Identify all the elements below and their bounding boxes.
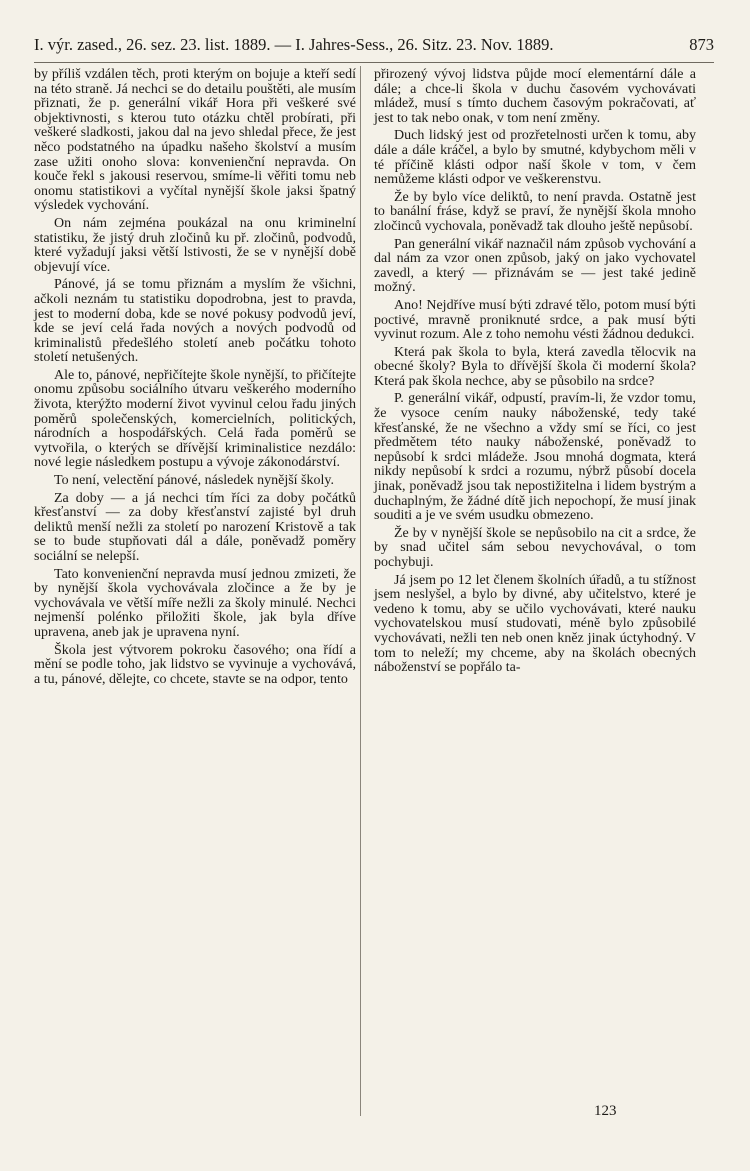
paragraph: Která pak škola to byla, která zavedla tělocvik na obecné školy? Byla to dřívější škola či moderní škola? Která pak škola nechce, aby se působilo na srdce? [374, 344, 696, 389]
paragraph: přirozený vývoj lidstva půjde mocí elementární dále a dále; a chce-li škola v duchu časovém vychovávati mládež, musí s tímto duchem časovým pokračovati, ať jest to tak nebo onak, v tom není změny. [374, 67, 696, 126]
paragraph: Tato konvenienční nepravda musí jednou zmizeti, že by nynější škola vychovávala zločince a že by je vychovávala ve větší míře nežli za školy minulé. Nechci nejmenší polénko přiložiti škole, jak byla dříve upravena, aneb jak je upravena nyní. [34, 566, 356, 640]
sheet-number: 123 [594, 1103, 617, 1119]
running-header [34, 35, 714, 61]
paragraph: P. generální vikář, odpustí, pravím-li, že vzdor tomu, že vysoce cením nauky náboženské, tedy také křesťanské, že ne všechno a vždy smí se říci, co jest předmětem této nauky náboženské, poněvadž to nepůsobí k srdci mládeže. Jsou mnohá dogmata, která nikdy nepůsobí k srdci a rozumu, nýbrž působí docela jinak, poněvadž jsou tak nepostižitelna i lidem bystrým a duchaplným, že žádné dítě jich nepochopí, že musí jinak souditi a je ve svém usudku obmezeno. [374, 391, 696, 524]
paragraph: Pan generální vikář naznačil nám způsob vychování a dal nám za vzor onen způsob, jaký on jako vychovatel zavedl, a který — přiznávám se — jest také jedině možný. [374, 236, 696, 296]
paragraph: Pánové, já se tomu přiznám a myslím že všichni, ačkoli neznám tu statistiku dopodrobna, jest to pravda, jest to moderní doba, kde se nové pokusy podvodů jeví, kde se jeví celá řada nových a nových podvodů od kriminalistů předešlého století aneb počátku tohoto století netušených. [34, 277, 356, 366]
column-divider [360, 66, 361, 1116]
paragraph: Že by bylo více deliktů, to není pravda. Ostatně jest to banální fráse, když se praví, že nynější škola mnoho zločinců vychovala, poněvadž tak dlouho ještě nepůsobí. [374, 189, 696, 234]
paragraph: Že by v nynější škole se nepůsobilo na cit a srdce, že by snad učitel sám sebou nevychovával, o tom pochybuji. [374, 525, 696, 570]
paragraph: Škola jest výtvorem pokroku časového; ona řídí a mění se podle toho, jak lidstvo se vyvinuje a vychovává, a tu, pánové, dělejte, co chcete, stavte se na odpor, tento [34, 642, 356, 687]
paragraph: Ale to, pánové, nepřičítejte škole nynější, to přičítejte onomu způsobu sociálního útvaru veškerého moderního života, kterýžto moderní život vyvinul celou řadu jiných poměrů společenských, komercielních, politických, národních a hospodářských. Celá řada poměrů se vytvořila, o kterých se dřívější kriminalistice nezdálo: nové legie následkem postupu a vývoje zákonodárství. [34, 367, 356, 471]
paragraph: To není, velectění pánové, následek nynější školy. [54, 473, 334, 489]
paragraph: Duch lidský jest od prozřetelnosti určen k tomu, aby dále a dále kráčel, a bylo by smutné, kdybychom měli v té příčině klásti odpor naší škole v tom, v čem nemůžeme klásti odpor ve veškerenstvu. [374, 128, 696, 188]
paragraph: On nám zejména poukázal na onu kriminelní statistiku, že jistý druh zločinů ku př. zločinů, podvodů, které vyžadují jaksi větší lstivosti, že se v nynější době objevují více. [34, 215, 356, 275]
left-column [34, 68, 356, 690]
header-page-number: 873 [689, 35, 714, 54]
header-rule [34, 62, 714, 63]
paragraph: by příliš vzdálen těch, proti kterým on bojuje a kteří sedí na této straně. Já nechci se do detailu pouštěti, ale musím přiznati, že p. generální vikář Hora při veškeré své objektivnosti, s kterou tuto otázku chtěl probírati, při veškeré sladkosti, jakou dal na jevo shledal přece, že jest něco podstatného na úpadku našeho školství a musím zase užiti onoho slova: konvenienční nepravda. On kouče řekl s jakousi reservou, smíme-li věřiti tomu neb onomu statistikovi a vyčítal nynější škole jaksi špatný výsledek vychování. [34, 67, 356, 214]
paragraph: Ano! Nejdříve musí býti zdravé tělo, potom musí býti poctivé, mravně proniknuté srdce, a pak musí býti vyvinut rozum. Ale z toho nemohu vésti žádnou dedukci. [374, 297, 696, 343]
paragraph: Za doby — a já nechci tím říci za doby počátků křesťanství — za doby křesťanství zajisté byl druh deliktů menší nežli za století po narození Kristově a tak se to bude stupňovati dál a dále, poněvadž poměry sociální se nelepší. [34, 490, 356, 564]
header-session-text: I. výr. zased., 26. sez. 23. list. 1889. — I. Jahres-Sess., 26. Sitz. 23. Nov. 1889. [34, 35, 554, 54]
paragraph: Já jsem po 12 let členem školních úřadů, a tu stížnost jsem neslyšel, a bylo by divné, aby učitelstvo, které je vedeno k tomu, aby se učilo vychovávati, které nauku vychovatelskou musí studovati, méně bylo způsobilé vychovávati, nežli ten neb onen kněz jinak úctyhodný. V tom to neleží; my chceme, aby na školách obecných náboženství se popřálo ta- [374, 572, 696, 676]
right-column [374, 68, 696, 679]
